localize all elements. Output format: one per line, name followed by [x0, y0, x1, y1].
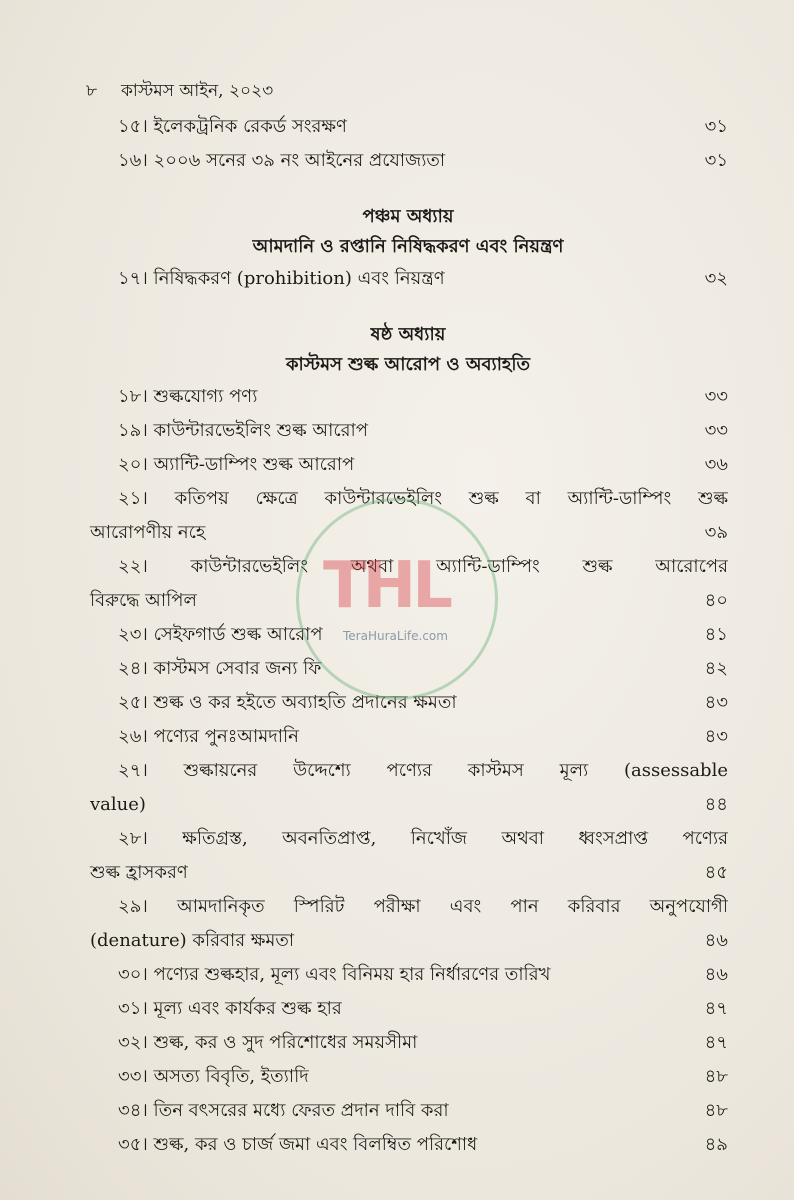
toc-entry[interactable]: [90, 890, 728, 958]
toc-entry-page: ৩৩: [704, 420, 728, 441]
toc-entry-page: ৩৯: [704, 522, 728, 543]
toc-entry-label: ৩৫। শুল্ক, কর ও চার্জ জমা এবং বিলম্বিত পরিশোধ: [118, 1134, 478, 1155]
toc-entry-page: ৪৭: [704, 1032, 728, 1053]
toc-entry-page: ৪২: [704, 658, 728, 679]
toc-entry[interactable]: [118, 380, 728, 414]
toc-entry-label: ৩৩। অসত্য বিবৃতি, ইত্যাদি: [118, 1066, 309, 1087]
toc-entry-page: ৪৬: [704, 930, 728, 951]
toc-entry-page: ৩১: [704, 116, 728, 137]
toc-entry-page: ৩৩: [704, 386, 728, 407]
chapter-title: কাস্টমস শুল্ক আরোপ ও অব্যাহতি: [285, 354, 531, 375]
toc-entry-label: ২৫। শুল্ক ও কর হইতে অব্যাহতি প্রদানের ক্ষমতা: [118, 692, 457, 713]
toc-entry-page: ৪৮: [704, 1100, 728, 1121]
toc-entry-label: ১৭। নিষিদ্ধকরণ (prohibition) এবং নিয়ন্ত্রণ: [118, 268, 445, 289]
toc-entry-page: ৪৭: [704, 998, 728, 1019]
toc-entry-page: ৪৮: [704, 1066, 728, 1087]
toc-entry[interactable]: [118, 686, 728, 720]
toc-entry-label: ২৭। শুল্কায়নের উদ্দেশ্যে পণ্যের কাস্টমস মূল্য (assessable: [118, 760, 728, 781]
toc-entry-label-continued: value): [90, 794, 146, 815]
chapter-title: আমদানি ও রপ্তানি নিষিদ্ধকরণ এবং নিয়ন্ত্রণ: [252, 236, 564, 257]
toc-entry[interactable]: [118, 414, 728, 448]
book-title: কাস্টমস আইন, ২০২৩: [121, 81, 274, 101]
toc-entry-page: ৪৩: [704, 726, 728, 747]
toc-entry-label: ১৬। ২০০৬ সনের ৩৯ নং আইনের প্রযোজ্যতা: [118, 150, 446, 171]
toc-entry[interactable]: [118, 110, 728, 144]
toc-entry[interactable]: [118, 720, 728, 754]
toc-entry-label-continued: আরোপণীয় নহে: [90, 522, 206, 543]
toc-entry-page: ৪১: [704, 624, 728, 645]
toc-entry[interactable]: [90, 482, 728, 550]
toc-entry[interactable]: [118, 448, 728, 482]
toc-entry-label: ১৫। ইলেকট্রনিক রেকর্ড সংরক্ষণ: [118, 116, 347, 137]
watermark-logo-text: THL: [323, 549, 449, 623]
toc-entry-label: ২০। অ্যান্টি-ডাম্পিং শুল্ক আরোপ: [118, 454, 355, 475]
toc-entry-label: ১৯। কাউন্টারভেইলিং শুল্ক আরোপ: [118, 420, 368, 441]
toc-entry-label: ২৬। পণ্যের পুনঃআমদানি: [118, 726, 299, 747]
toc-entry[interactable]: [90, 550, 728, 618]
table-of-contents: [90, 110, 728, 1162]
toc-entry[interactable]: [118, 618, 728, 652]
toc-entry-label: ৩২। শুল্ক, কর ও সুদ পরিশোধের সময়সীমা: [118, 1032, 418, 1053]
toc-entry-label: ২৪। কাস্টমস সেবার জন্য ফি: [118, 658, 322, 679]
toc-entry[interactable]: [118, 262, 728, 296]
toc-entry-label-continued: বিরুদ্ধে আপিল: [90, 590, 197, 611]
toc-entry-label: ৩৪। তিন বৎসরের মধ্যে ফেরত প্রদান দাবি করা: [118, 1100, 449, 1121]
toc-entry-page: ৪৫: [704, 862, 728, 883]
chapter-heading: ষষ্ঠ অধ্যায়: [370, 324, 446, 345]
toc-entry[interactable]: [118, 1060, 728, 1094]
toc-entry[interactable]: [118, 992, 728, 1026]
toc-entry[interactable]: [90, 822, 728, 890]
toc-entry[interactable]: [118, 144, 728, 178]
toc-entry-page: ৪৩: [704, 692, 728, 713]
toc-entry-label-continued: (denature) করিবার ক্ষমতা: [90, 930, 295, 951]
toc-entry-label: ২১। কতিপয় ক্ষেত্রে কাউন্টারভেইলিং শুল্ক বা অ্যান্টি-ডাম্পিং শুল্ক: [118, 488, 728, 509]
toc-entry-label: ২৯। আমদানিকৃত স্পিরিট পরীক্ষা এবং পান করিবার অনুপযোগী: [118, 896, 728, 917]
toc-entry-label: ২৮। ক্ষতিগ্রস্ত, অবনতিপ্রাপ্ত, নিখোঁজ অথবা ধ্বংসপ্রাপ্ত পণ্যের: [118, 828, 728, 849]
toc-entry[interactable]: [118, 652, 728, 686]
toc-entry-page: ৩২: [704, 268, 728, 289]
toc-entry-label: ৩০। পণ্যের শুল্কহার, মূল্য এবং বিনিময় হার নির্ধারণের তারিখ: [118, 964, 551, 985]
toc-entry-page: ৪৬: [704, 964, 728, 985]
toc-entry[interactable]: [118, 1128, 728, 1162]
toc-entry-page: ৪০: [704, 590, 728, 611]
toc-entry-page: ৩৬: [704, 454, 728, 475]
toc-entry-label: ১৮। শুল্কযোগ্য পণ্য: [118, 386, 258, 407]
toc-entry-label: ২২। কাউন্টারভেইলিং অথবা অ্যান্টি-ডাম্পিং শুল্ক আরোপের: [118, 556, 728, 577]
toc-entry-label-continued: শুল্ক হ্রাসকরণ: [90, 862, 188, 883]
toc-entry-page: ৪৯: [704, 1134, 728, 1155]
toc-entry[interactable]: [90, 754, 728, 822]
running-head: [86, 78, 273, 106]
toc-entry[interactable]: [118, 1026, 728, 1060]
toc-entry[interactable]: [118, 958, 728, 992]
page-number: ৮: [86, 81, 98, 101]
watermark-url: TeraHuraLife.com: [343, 629, 448, 643]
toc-entry-page: ৩১: [704, 150, 728, 171]
chapter-heading: পঞ্চম অধ্যায়: [362, 206, 454, 227]
toc-entry-page: ৪৪: [704, 794, 728, 815]
toc-entry[interactable]: [118, 1094, 728, 1128]
toc-entry-label: ৩১। মূল্য এবং কার্যকর শুল্ক হার: [118, 998, 342, 1019]
toc-entry-label: ২৩। সেইফগার্ড শুল্ক আরোপ: [118, 624, 323, 645]
